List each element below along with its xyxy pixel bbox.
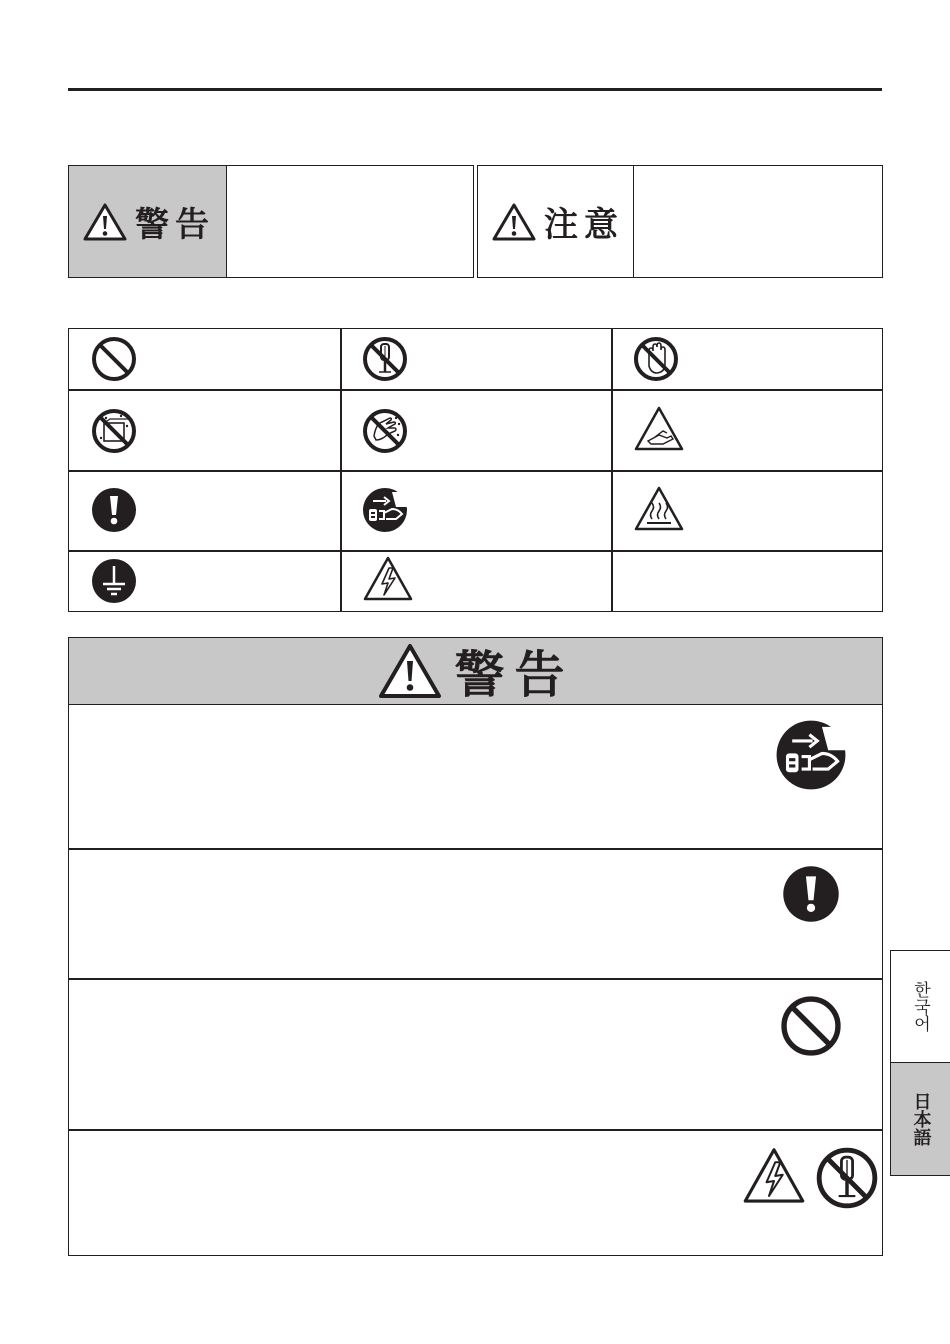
mandatory-action-icon [91, 487, 137, 533]
caution-hot-surface-icon [633, 485, 685, 533]
tab-korean-label: 한국어 [910, 981, 930, 1032]
caution-legend-box [477, 165, 883, 278]
grid-divider [69, 550, 882, 552]
warning-legend-box [68, 165, 474, 278]
tab-korean[interactable] [891, 951, 950, 1063]
warning-legend-text: 警告 [135, 205, 215, 245]
language-tabs [890, 950, 950, 1176]
do-not-touch-icon [633, 336, 679, 382]
prohibition-icon [780, 995, 842, 1057]
no-wet-hands-icon [362, 408, 408, 454]
warning-triangle-icon [377, 642, 443, 700]
warning-section [68, 637, 883, 1256]
tab-japanese-label: 日本語 [910, 1092, 932, 1146]
warning-section-header [69, 638, 882, 705]
caution-electric-shock-icon [741, 1146, 807, 1206]
warning-triangle-icon [83, 202, 127, 242]
tab-japanese[interactable] [891, 1063, 950, 1175]
no-disassembly-icon [815, 1146, 879, 1210]
section-divider [69, 848, 882, 850]
caution-legend-text: 注意 [544, 205, 624, 245]
warning-section-title: 警告 [454, 646, 575, 704]
warning-legend-label [69, 166, 227, 277]
unplug-icon [362, 487, 408, 533]
header-rule [68, 88, 882, 91]
section-divider [69, 978, 882, 980]
unplug-icon [775, 719, 847, 791]
no-wet-place-icon [91, 408, 137, 454]
symbols-grid [68, 328, 883, 612]
prohibition-icon [91, 336, 137, 382]
ground-connection-icon [91, 558, 137, 604]
section-divider [69, 1129, 882, 1131]
caution-legend-label [478, 166, 634, 277]
caution-finger-pinch-icon [633, 405, 685, 453]
mandatory-action-icon [782, 865, 840, 923]
grid-divider [69, 470, 882, 472]
no-disassembly-icon [362, 336, 408, 382]
signal-word-legend [68, 165, 883, 278]
caution-triangle-icon [492, 202, 536, 242]
caution-electric-shock-icon [362, 555, 414, 603]
grid-divider [69, 389, 882, 391]
